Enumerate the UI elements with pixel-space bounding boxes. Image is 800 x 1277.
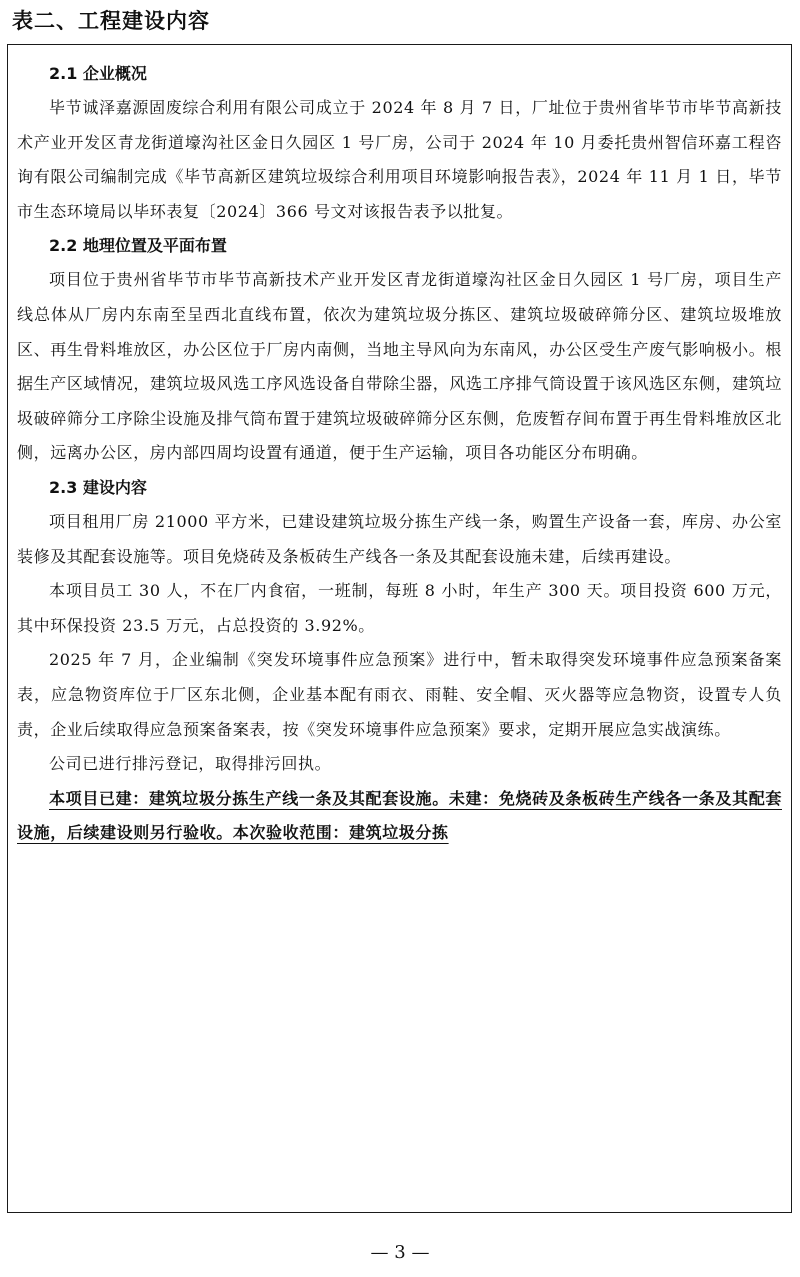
paragraph-construction-scope: 项目租用厂房 21000 平方米，已建设建筑垃圾分拣生产线一条，购置生产设备一套，库房、办公室装修及其配套设施等。项目免烧砖及条板砖生产线各一条及其配套设施未建，后续再建设。 xyxy=(17,511,782,566)
section-heading-company-overview: 2.1 企业概况 xyxy=(49,64,147,83)
table-title: 表二、工程建设内容 xyxy=(12,9,210,33)
section-heading-location-layout: 2.2 地理位置及平面布置 xyxy=(49,236,227,256)
paragraph-company-overview: 毕节诚泽嘉源固废综合利用有限公司成立于 2024 年 8 月 7 日，厂址位于贵州省毕节市毕节高新技术产业开发区青龙街道壕沟社区金日久园区 1 号厂房，公司于 2024 年 10 月委托贵州智信环嘉工程咨询有限公司编制完成《毕节高新区建筑垃圾综合利用项目环境影响报告表》，2024 年 11 月 1 日，毕节市生态环境局以毕环表复〔2024〕366 号文对该报告表予以批复。 xyxy=(17,98,782,221)
paragraph-acceptance-scope: 本项目已建：建筑垃圾分拣生产线一条及其配套设施。未建：免烧砖及条板砖生产线各一条及其配套设施，后续建设则另行验收。本次验收范围：建筑垃圾分拣 xyxy=(17,788,782,843)
section-heading-construction-content: 2.3 建设内容 xyxy=(49,477,147,497)
paragraph-location-layout: 项目位于贵州省毕节市毕节高新技术产业开发区青龙街道壕沟社区金日久园区 1 号厂房，项目生产线总体从厂房内东南至呈西北直线布置，依次为建筑垃圾分拣区、建筑垃圾破碎筛分区、建筑垃圾堆放区、再生骨料堆放区，办公区位于厂房内南侧，当地主导风向为东南风，办公区受生产废气影响极小。根据生产区域情况，建筑垃圾风选工序风选设备自带除尘器，风选工序排气筒设置于该风选区东侧，建筑垃圾破碎筛分工序除尘设施及排气筒布置于建筑垃圾破碎筛分区东侧，危废暂存间布置于再生骨料堆放区北侧，远离办公区，房内部四周均设置有通道，便于生产运输，项目各功能区分布明确。 xyxy=(17,270,782,463)
paragraph-discharge-registration: 公司已进行排污登记，取得排污回执。 xyxy=(49,754,332,774)
page-number: — 3 — xyxy=(370,1242,430,1263)
paragraph-emergency-plan: 2025 年 7 月，企业编制《突发环境事件应急预案》进行中，暂未取得突发环境事件应急预案备案表，应急物资库位于厂区东北侧，企业基本配有雨衣、雨鞋、安全帽、灭火器等应急物资，设置专人负责，企业后续取得应急预案备案表，按《突发环境事件应急预案》要求，定期开展应急实战演练。 xyxy=(17,650,782,739)
paragraph-staff-investment: 本项目员工 30 人，不在厂内食宿，一班制，每班 8 小时，年生产 300 天。项目投资 600 万元，其中环保投资 23.5 万元，占总投资的 3.92%。 xyxy=(17,581,782,635)
content-table-cell xyxy=(7,44,792,1213)
content-body xyxy=(17,57,782,851)
